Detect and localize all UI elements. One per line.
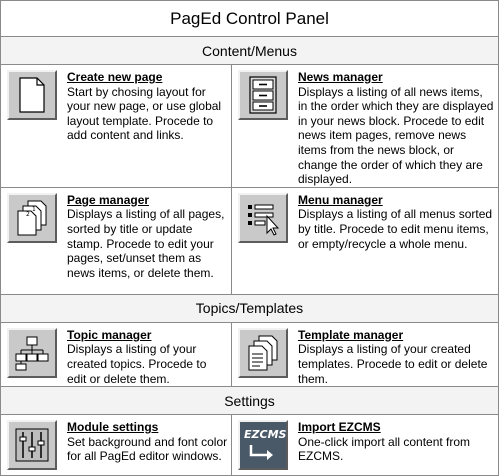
- panel-title: PagEd Control Panel: [1, 1, 499, 37]
- create-new-page-cell: [1, 65, 232, 188]
- news-manager-description: Displays a listing of all news items, in the order which they are displayed in your news block. Procede to edit news item pages, remove news items from the news block, or change the order of which they are displayed.: [298, 84, 494, 187]
- template-manager-description: Displays a listing of your created templates. Procede to edit or delete them.: [298, 342, 488, 386]
- module-settings-description: Set background and font color for all PagEd editor windows.: [67, 434, 228, 464]
- page-manager-description: Displays a listing of all pages, sorted by title or update stamp. Procede to edit your pages, set/unset them as news items, or delete them.: [67, 207, 225, 280]
- create-new-page-link[interactable]: Create new page: [67, 70, 163, 84]
- menu-manager-description: Displays a listing of all menus sorted by title. Procede to edit menu items, or empty/recycle a whole menu.: [298, 207, 493, 251]
- menu-cursor-icon[interactable]: [238, 193, 288, 243]
- menu-manager-link[interactable]: Menu manager: [298, 192, 383, 207]
- ezcms-import-icon[interactable]: [238, 420, 288, 470]
- topic-manager-description: Displays a listing of your created topics. Procede to edit or delete them.: [67, 342, 207, 386]
- section-heading-settings: Settings: [1, 387, 499, 415]
- stacked-pages-icon[interactable]: [7, 193, 57, 243]
- import-ezcms-description: One-click import all content from EZCMS.: [298, 434, 471, 464]
- topic-manager-link[interactable]: Topic manager: [67, 327, 152, 342]
- svg-text:2: 2: [26, 210, 30, 218]
- news-manager-link[interactable]: News manager: [298, 70, 383, 84]
- create-new-page-description: Start by chosing layout for your new page, or use global layout template. Procede to add content and links.: [67, 84, 222, 143]
- svg-text:1: 1: [32, 205, 36, 213]
- page-manager-link[interactable]: Page manager: [67, 192, 150, 207]
- template-manager-cell: [232, 322, 499, 386]
- news-list-icon[interactable]: [238, 70, 288, 120]
- template-manager-link[interactable]: Template manager: [298, 327, 404, 342]
- section-heading-topics-templates: Topics/Templates: [1, 294, 499, 322]
- import-ezcms-cell: [232, 415, 499, 476]
- topic-tree-icon[interactable]: [7, 328, 57, 378]
- menu-manager-cell: [232, 187, 499, 294]
- template-pages-icon[interactable]: [238, 328, 288, 378]
- sliders-icon[interactable]: [7, 420, 57, 470]
- topic-manager-cell: [1, 322, 232, 386]
- news-manager-cell: [232, 65, 499, 188]
- module-settings-cell: [1, 415, 232, 476]
- ezcms-icon-text: EZCMS: [244, 428, 287, 442]
- section-heading-content-menus: Content/Menus: [1, 37, 499, 65]
- page-manager-cell: [1, 187, 232, 294]
- import-ezcms-link[interactable]: Import EZCMS: [298, 420, 381, 435]
- module-settings-link[interactable]: Module settings: [67, 420, 159, 435]
- blank-page-icon[interactable]: [7, 70, 57, 120]
